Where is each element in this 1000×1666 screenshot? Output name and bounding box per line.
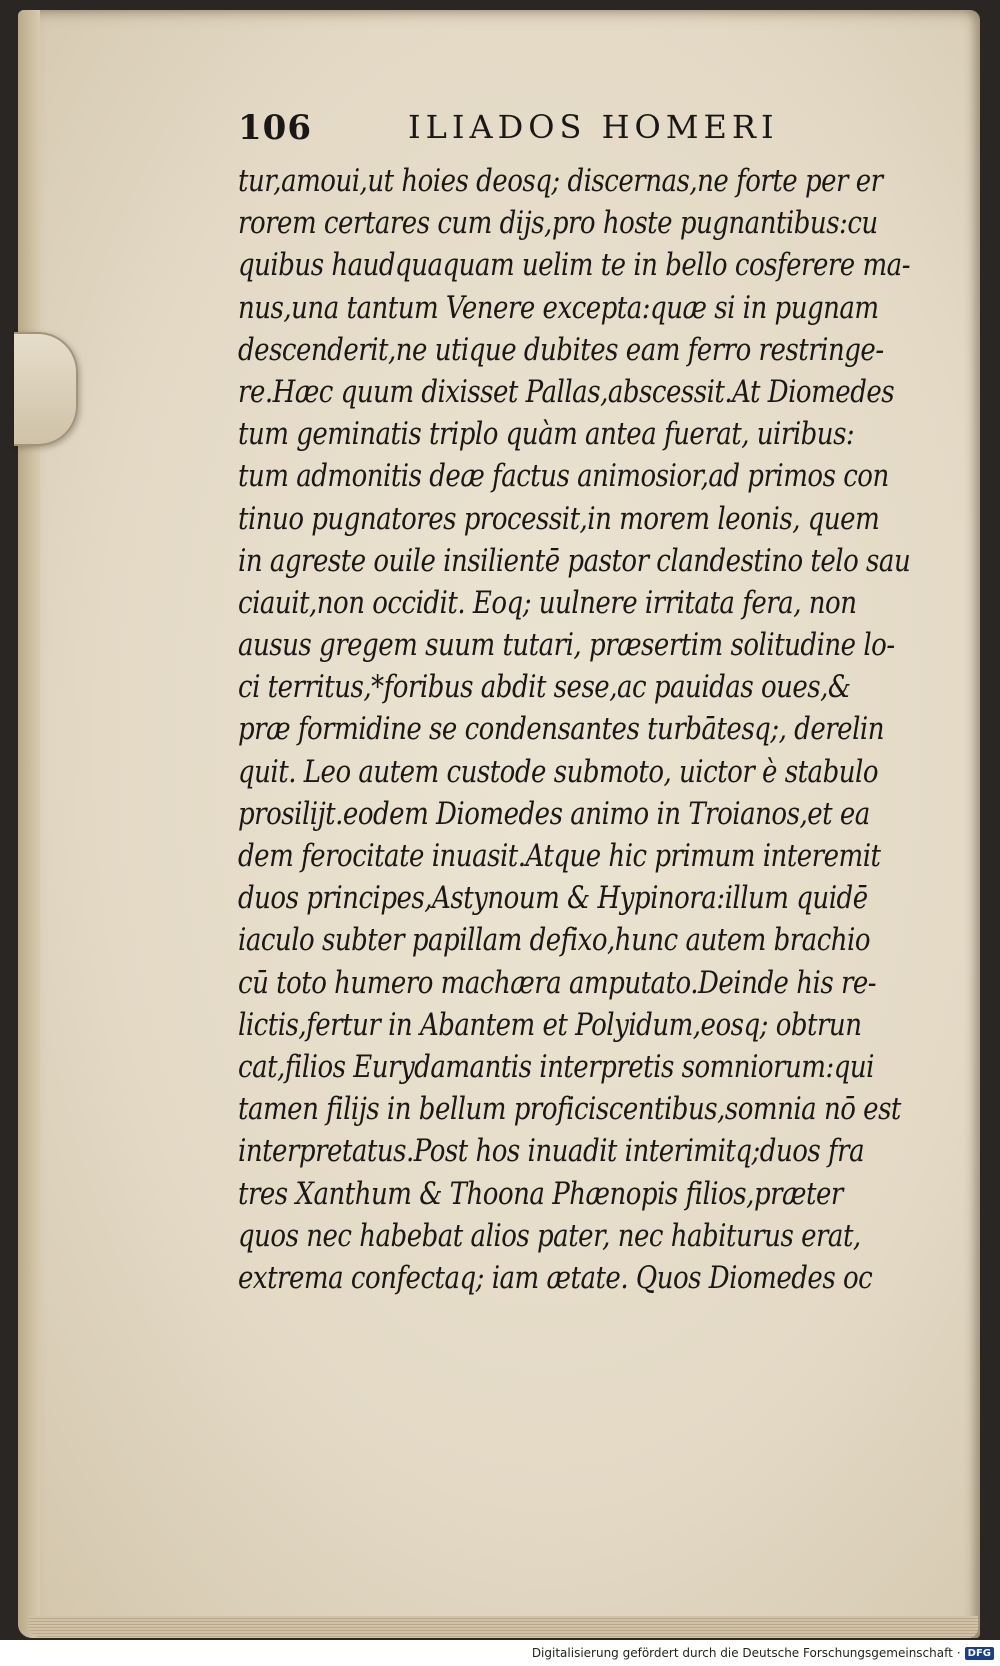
body-text: [238, 160, 911, 1299]
text-line: lictis,fertur in Abantem et Polyidum,eosq; obtrun: [238, 1006, 862, 1043]
page-stack-edge: [28, 1616, 978, 1638]
text-line: tamen filijs in bellum proficiscentibus,somnia nō est: [238, 1091, 901, 1128]
page-edge: [18, 10, 40, 1638]
text-line: cū toto humero machæra amputato.Deinde his re-: [238, 964, 877, 1001]
text-line: prosilijt.eodem Diomedes animo in Troianos,et ea: [238, 795, 870, 832]
text-line: præ formidine se condensantes turbātesq;, derelin: [238, 711, 885, 748]
text-line: duos principes,Astynoum & Hypinora:illum quidē: [238, 880, 868, 917]
text-line: ciauit,non occidit. Eoq; uulnere irritata fera, non: [238, 584, 857, 621]
text-line: tur,amoui,ut hoies deosq; discernas,ne forte per er: [238, 163, 883, 199]
page-number: 106: [238, 108, 312, 148]
text-line: quos nec habebat alios pater, nec habiturus erat,: [238, 1217, 861, 1254]
text-line: tres Xanthum & Thoona Phænopis filios,præter: [238, 1175, 843, 1212]
text-line: iaculo subter papillam defixo,hunc autem brachio: [238, 922, 871, 959]
text-line: quit. Leo autem custode submoto, uictor è stabulo: [238, 753, 879, 790]
text-line: quibus haudquaquam uelim te in bello cosferere ma-: [238, 247, 910, 284]
text-line: rorem certares cum dijs,pro hoste pugnantibus:cu: [238, 205, 878, 242]
text-line: ausus gregem suum tutari, præsertim solitudine lo-: [238, 627, 895, 664]
text-line: in agreste ouile insilientē pastor clandestino telo sau: [238, 542, 911, 579]
text-line: extrema confectaq; iam ætate. Quos Diomedes oc: [238, 1259, 873, 1296]
running-head: [238, 108, 878, 152]
bookmark-ribbon: [14, 332, 78, 446]
text-line: tinuo pugnatores processit,in morem leonis, quem: [238, 500, 880, 537]
credit-text: Digitalisierung gefördert durch die Deutsche Forschungsgemeinschaft: [531, 1646, 953, 1660]
text-line: re.Hæc quum dixisset Pallas,abscessit.At Diomedes: [238, 373, 895, 410]
footer-credit: [532, 1644, 994, 1662]
text-line: interpretatus.Post hos inuadit interimitq;duos fra: [238, 1133, 865, 1170]
text-line: nus,una tantum Venere excepta:quæ si in pugnam: [238, 289, 879, 326]
running-title: ILIADOS HOMERI: [408, 108, 779, 146]
text-line: cat,filios Eurydamantis interpretis somniorum:qui: [238, 1048, 874, 1085]
text-line: descenderit,ne utique dubites eam ferro restringe-: [238, 331, 884, 368]
text-line: tum geminatis triplo quàm antea fuerat, uiribus:: [238, 416, 855, 453]
dot-separator: ·: [956, 1646, 961, 1660]
text-line: ci territus,*foribus abdit sese,ac pauidas oues,&: [238, 669, 851, 706]
dfg-logo: DFG: [965, 1647, 994, 1660]
text-line: dem ferocitate inuasit.Atque hic primum interemit: [238, 838, 881, 874]
text-line: tum admonitis deæ factus animosior,ad primos con: [238, 458, 889, 495]
